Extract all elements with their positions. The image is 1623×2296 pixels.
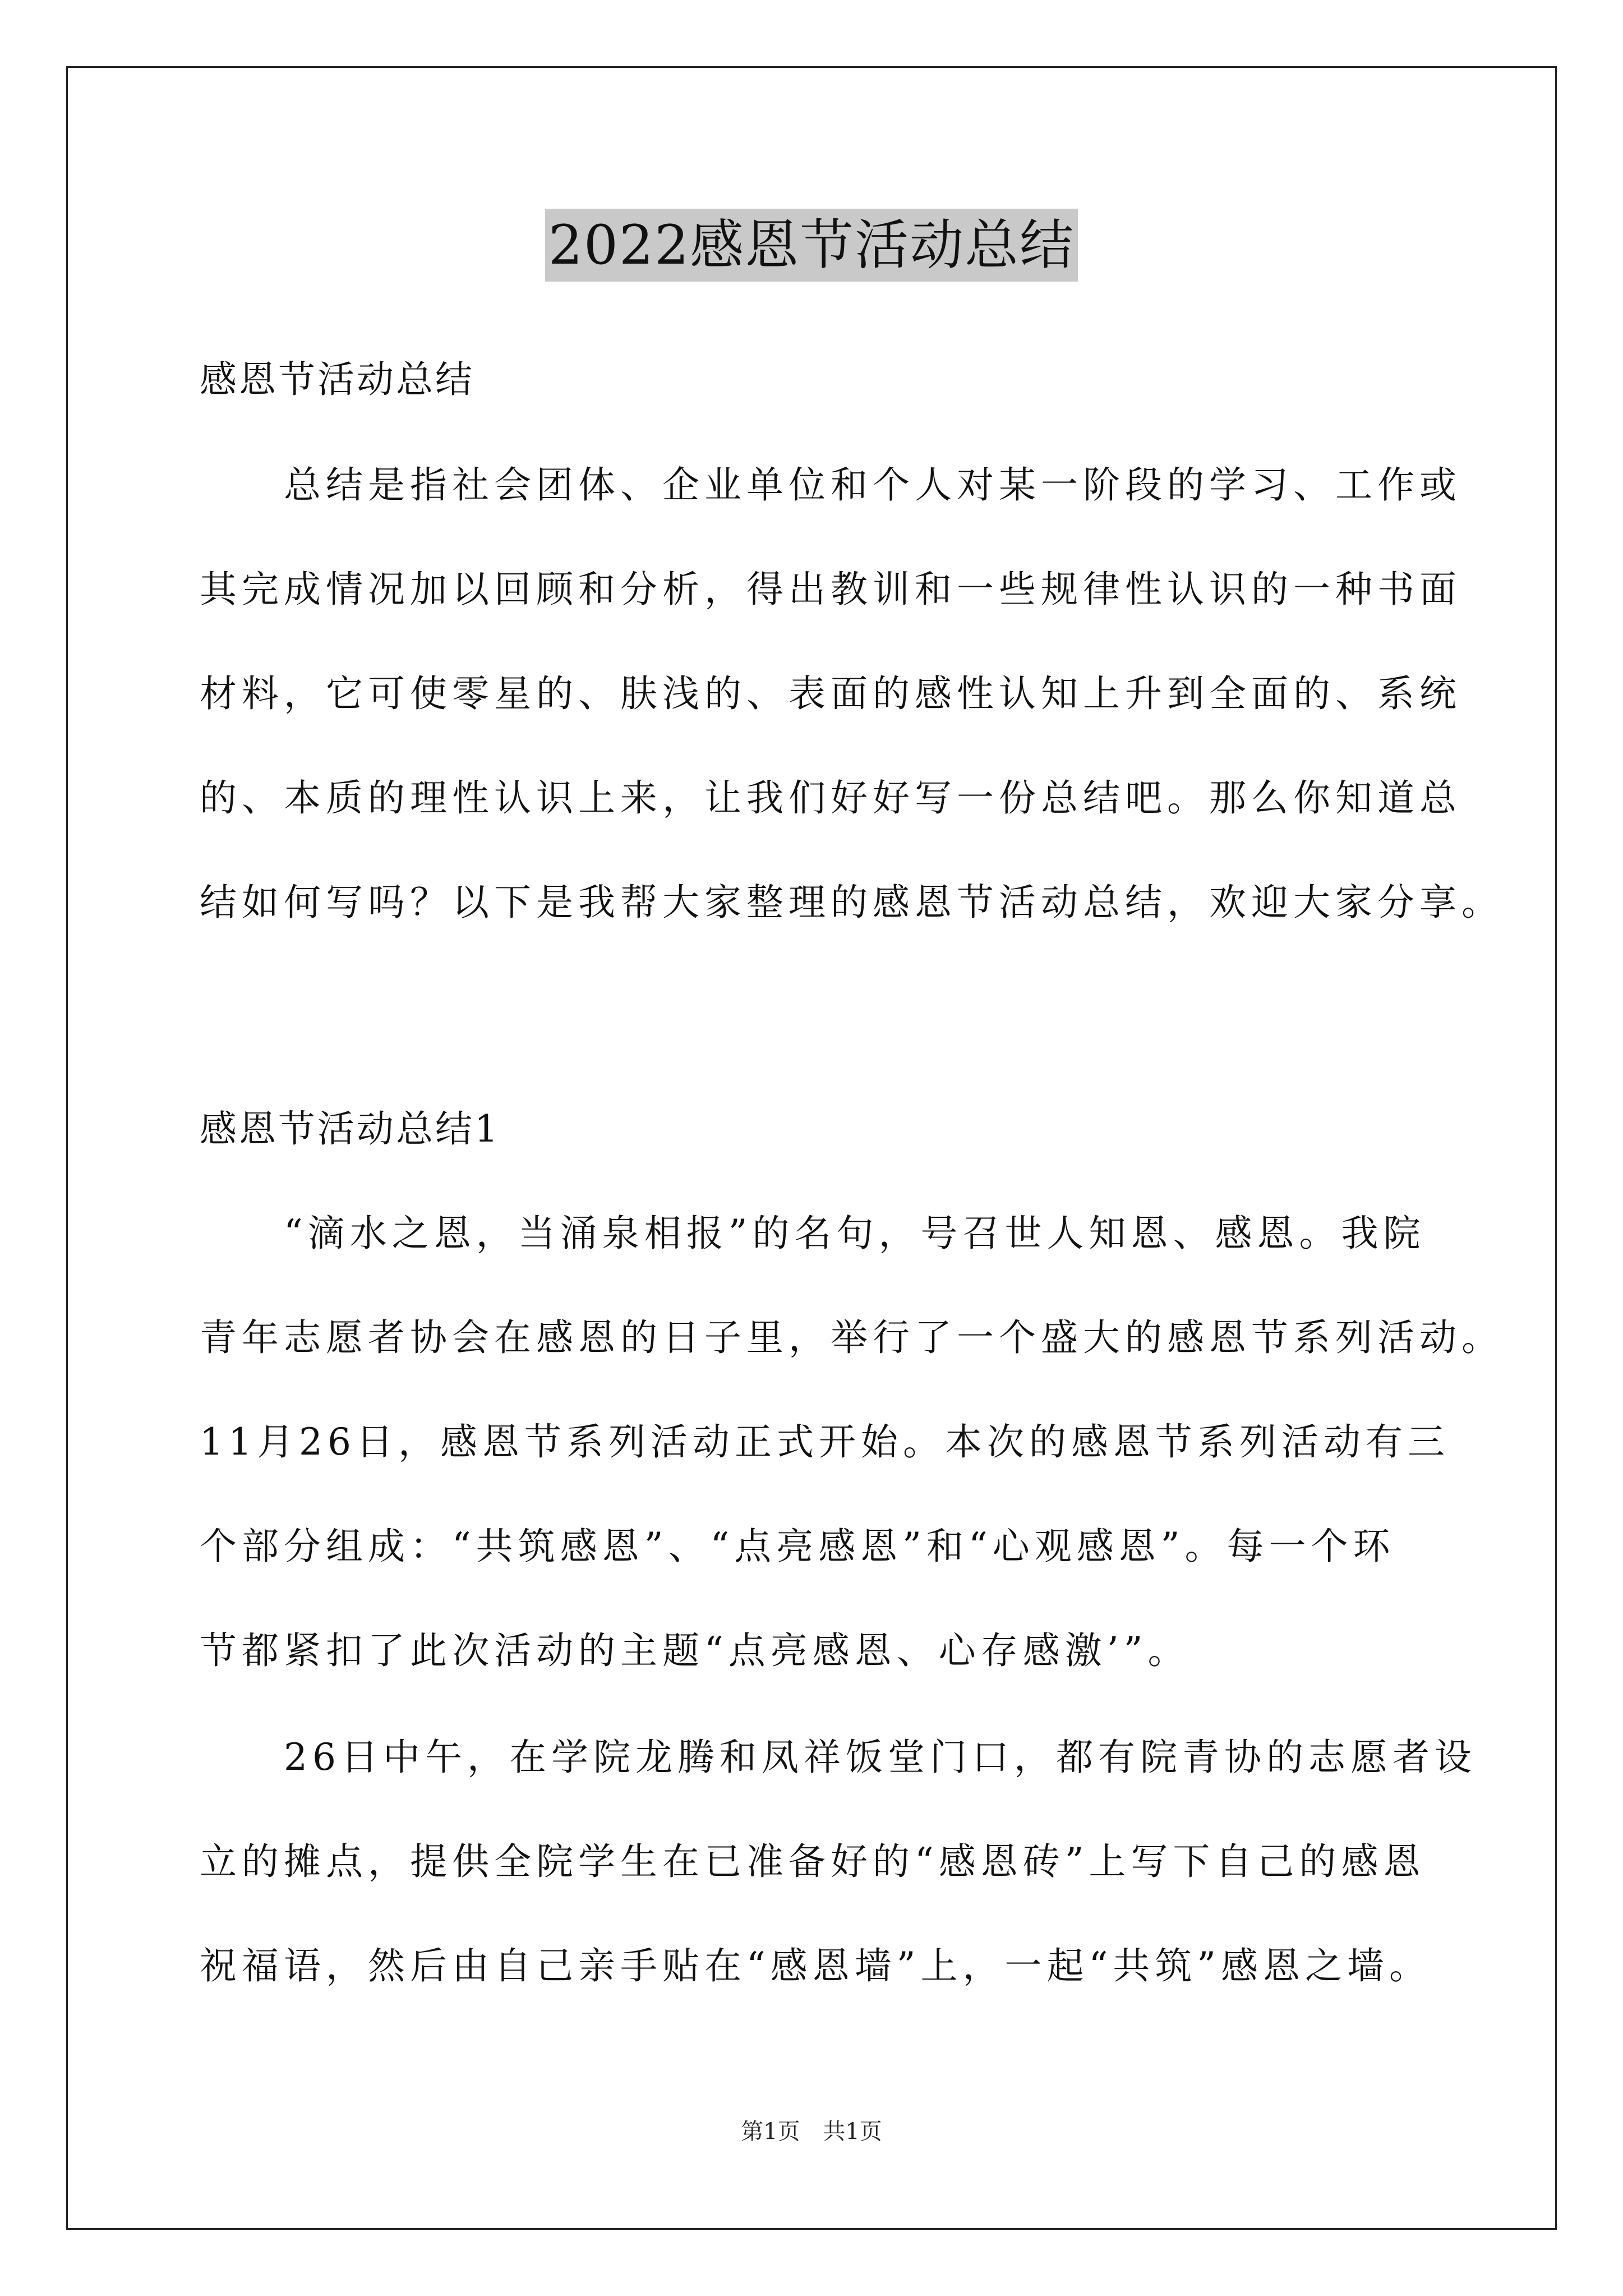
- text-line: 其完成情况加以回顾和分析，得出教训和一些规律性认识的一种书面: [200, 568, 1461, 611]
- section-heading: 感恩节活动总结1: [200, 1107, 500, 1151]
- intro-paragraph: [200, 433, 1504, 955]
- text-line: 祝福语，然后由自己亲手贴在“感恩墙”上，一起“共筑”感恩之墙。: [200, 1944, 1431, 1987]
- text-line: 结如何写吗？以下是我帮大家整理的感恩节活动总结，欢迎大家分享。: [200, 881, 1504, 924]
- page-footer: [0, 2115, 1623, 2148]
- text-line: 节都紧扣了此次活动的主题“点亮感恩、心存感激’”。: [200, 1629, 1190, 1672]
- page-number-total: 共1页: [823, 2119, 882, 2145]
- section1-paragraph-2: [200, 1705, 1477, 2018]
- text-line: 立的摊点，提供全院学生在已准备好的“感恩砖”上写下自己的感恩: [200, 1840, 1426, 1883]
- document-title: 2022感恩节活动总结: [545, 209, 1078, 282]
- text-line: “滴水之恩，当涌泉相报”的名句，号召世人知恩、感恩。我院: [200, 1212, 1426, 1255]
- text-line: 材料，它可使零星的、肤浅的、表面的感性认知上升到全面的、系统: [200, 672, 1461, 715]
- text-line: 26日中午，在学院龙腾和凤祥饭堂门口，都有院青协的志愿者设: [200, 1736, 1477, 1779]
- title-container: [0, 209, 1623, 282]
- text-line: 11月26日，感恩节系列活动正式开始。本次的感恩节系列活动有三: [200, 1420, 1450, 1464]
- text-line: 的、本质的理性认识上来，让我们好好写一份总结吧。那么你知道总: [200, 776, 1461, 820]
- text-line: 总结是指社会团体、企业单位和个人对某一阶段的学习、工作或: [200, 463, 1461, 507]
- text-line: 青年志愿者协会在感恩的日子里，举行了一个盛大的感恩节系列活动。: [200, 1316, 1504, 1359]
- subtitle: 感恩节活动总结: [200, 358, 474, 401]
- text-line: 个部分组成：“共筑感恩”、“点亮感恩”和“心观感恩”。每一个环: [200, 1525, 1395, 1568]
- page-number-current: 第1页: [741, 2119, 800, 2145]
- section1-paragraph-1: [200, 1181, 1504, 1703]
